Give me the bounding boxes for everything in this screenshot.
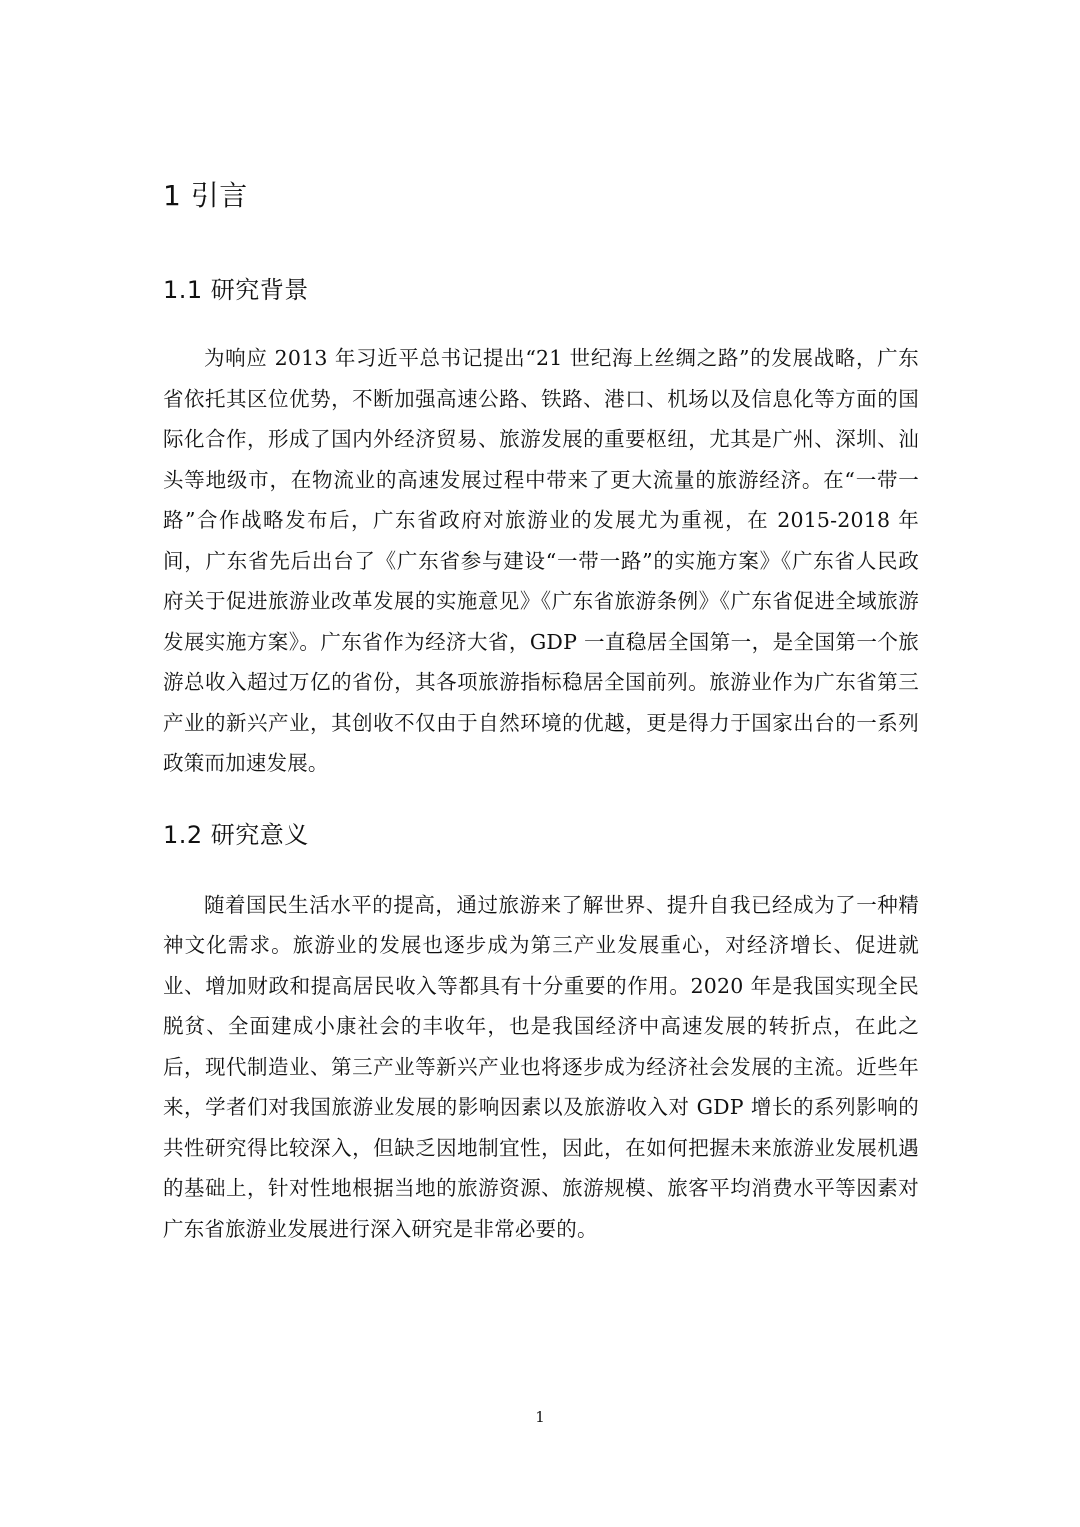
- chapter-title: 1 引言: [163, 179, 248, 212]
- paragraph-background: 为响应 2013 年习近平总书记提出“21 世纪海上丝绸之路”的发展战略，广东省依托其区位优势，不断加强高速公路、铁路、港口、机场以及信息化等方面的国际化合作，形成了国内外经济贸易、旅游发展的重要枢纽，尤其是广州、深圳、汕头等地级市，在物流业的高速发展过程中带来了更大流量的旅游经济。在“一带一路”合作战略发布后，广东省政府对旅游业的发展尤为重视，在 2015-2018 年间，广东省先后出台了《广东省参与建设“一带一路”的实施方案》《广东省人民政府关于促进旅游业改革发展的实施意见》《广东省旅游条例》《广东省促进全域旅游发展实施方案》。广东省作为经济大省，GDP 一直稳居全国第一，是全国第一个旅游总收入超过万亿的省份，其各项旅游指标稳居全国前列。旅游业作为广东省第三产业的新兴产业，其创收不仅由于自然环境的优越，更是得力于国家出台的一系列政策而加速发展。: [163, 346, 919, 775]
- paragraph-significance: 随着国民生活水平的提高，通过旅游来了解世界、提升自我已经成为了一种精神文化需求。旅游业的发展也逐步成为第三产业发展重心，对经济增长、促进就业、增加财政和提高居民收入等都具有十分重要的作用。2020 年是我国实现全民脱贫、全面建成小康社会的丰收年，也是我国经济中高速发展的转折点，在此之后，现代制造业、第三产业等新兴产业也将逐步成为经济社会发展的主流。近些年来，学者们对我国旅游业发展的影响因素以及旅游收入对 GDP 增长的系列影响的共性研究得比较深入，但缺乏因地制宜性，因此，在如何把握未来旅游业发展机遇的基础上，针对性地根据当地的旅游资源、旅游规模、旅客平均消费水平等因素对广东省旅游业发展进行深入研究是非常必要的。: [163, 892, 919, 1241]
- page-number: 1: [535, 1408, 545, 1426]
- section-title-significance: 1.2 研究意义: [163, 820, 309, 849]
- section-title-background: 1.1 研究背景: [163, 276, 309, 304]
- page-content: [163, 176, 919, 1249]
